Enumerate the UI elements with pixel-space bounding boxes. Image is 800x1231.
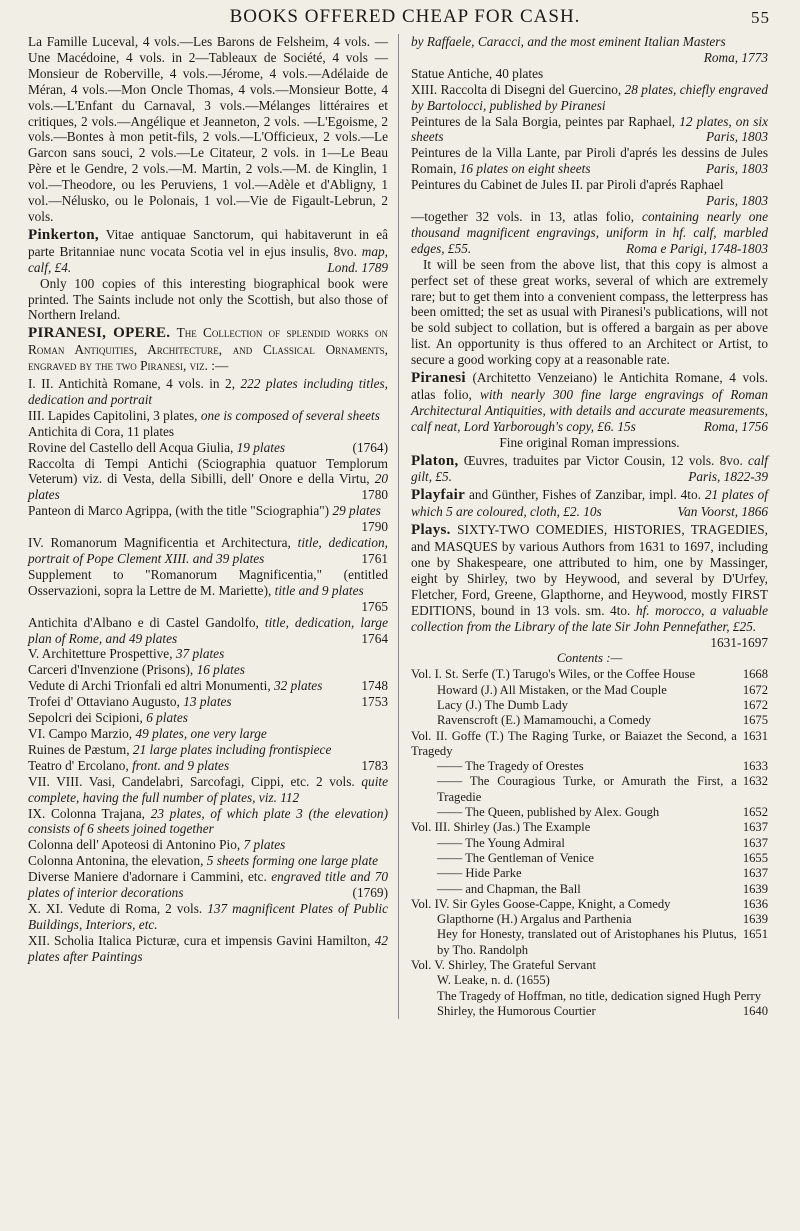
entry-platon: Platon, Œuvres, traduites par Victor Cousin, 12 vols. 8vo. calf gilt, £5. Paris, 1822-39 [411, 452, 768, 485]
list-item: Ruines de Pæstum, 21 large plates including frontispiece [28, 741, 332, 757]
contents-list [411, 667, 768, 1019]
note: It will be seen from the above list, that this copy is almost a perfect set of these great works, several of which are extremely rare; but to get them into a convenient compass, the letterpress has been omitted; the set as usual with Piranesi's publications, will not be sold subject to collation, but is offered a bargain as per above list. An opportunity is thus offered to an Architect or Artist, to secure a good working copy at a reasonable rate. [411, 256, 768, 368]
list-item: Antichita d'Albano e di Castel Gandolfo, title, dedication, large plan of Rome, and 49 plates 1764 [28, 614, 388, 646]
entry-pinkerton: Pinkerton, Vitae antiquae Sanctorum, qui habitaverunt in eâ parte Britanniae nunc vocata Scotia vel in ejus insulis, 8vo. map, calf, £4. Lond. 1789 Only 100 copies of this interesting biographical book were printed. The Saints include not only the Scottish, but also those of Northern Ireland. [28, 226, 389, 323]
list-item: Peintures de la Sala Borgia, peintes par Raphael, 12 plates, on six sheets Paris, 1803 [411, 113, 768, 145]
list-item: I. II. Antichità Romane, 4 vols. in 2, 222 plates including titles, dedication and portrait [28, 376, 388, 407]
contents-row [411, 973, 768, 988]
entry-luceval: La Famille Luceval, 4 vols.—Les Barons de Felsheim, 4 vols. —Une Macédoine, 4 vols. in 2—Tableaux de Société, 4 vols —Monsieur de Roberville, 4 vols.—Jérome, 4 vols.—Adélaide de Méran, 4 vols.—Mon Oncle Thomas, 4 vols.—Monsieur Botte, 4 vols.—L'Enfant du Carnaval, 3 vols.—Mélanges littéraires et critiques, 2 vols.—Angélique et Jeanneton, 2 vols. —L'Egoisme, 2 vols.—Bontes à mon petit-fils, 2 vols.—L'Officieux, 2 vols.—Le Garcon sans souci, 2 vols.—Le Citateur, 2 vols. in 1—Le Beau Père et le Gendre, 2 vols.—M. Martin, 2 vols.—M. de Kinglin, 1 vol.—Theodore, ou les Peruviens, 1 vol.—Adèle et d'Abligny, 1 vol.—Nélusko, ou le Polonais, 1 vol.—Vie de Figault-Lebrun, 2 vols. [28, 34, 388, 224]
contents-title-text: Shirley, the Humorous Courtier [437, 1003, 596, 1018]
list-item: Colonna dell' Apoteosi di Antonino Pio, 7 plates [28, 837, 286, 853]
list-item: XIII. Raccolta di Disegni del Guercino, 28 plates, chiefly engraved by Bartolocci, published by Piranesi [411, 81, 768, 113]
contents-date: 1672 [742, 697, 768, 712]
contents-date [762, 973, 768, 988]
contents-title: Contents :— [556, 650, 623, 666]
list-item: Diverse Maniere d'adornare i Cammini, etc. engraved title and 70 plates of interior decorations (1769) [28, 869, 388, 901]
left-column [28, 34, 398, 1019]
contents-title-text: —— The Gentleman of Venice [437, 850, 594, 865]
list-item: Sepolcri dei Scipioni, 6 plates [28, 710, 188, 726]
contents-title-text: Lacy (J.) The Dumb Lady [437, 697, 568, 712]
contents-row [411, 820, 768, 835]
contents-date: 1651 [742, 927, 768, 942]
right-column [398, 34, 768, 1019]
list-item: IX. Colonna Trajana, 23 plates, of which plate 3 (the elevation) consists of 6 sheets joined together [28, 805, 389, 837]
contents-title-text: W. Leake, n. d. (1655) [437, 973, 550, 988]
list-item: X. XI. Vedute di Roma, 2 vols. 137 magnificent Plates of Public Buildings, Interiors, etc. [28, 900, 388, 932]
contents-title-text: Howard (J.) All Mistaken, or the Mad Couple [437, 682, 667, 697]
list-item: V. Architetture Prospettive, 37 plates [28, 646, 225, 662]
contents-date: 1655 [742, 850, 768, 865]
contents-row [411, 729, 768, 760]
contents-date: 1637 [742, 835, 768, 850]
list-item: Antichita di Cora, 11 plates [28, 423, 175, 439]
contents-row [411, 912, 768, 927]
contents-date: 1668 [742, 667, 768, 682]
contents-row [411, 958, 768, 973]
contents-title-text: Vol. III. Shirley (Jas.) The Example [411, 820, 591, 835]
list-item: VII. VIII. Vasi, Candelabri, Sarcofagi, Cippi, etc. 2 vols. quite complete, having the full number of plates, viz. 112 [28, 773, 388, 805]
contents-title-text: —— The Young Admiral [437, 835, 565, 850]
contents-row [411, 866, 768, 881]
contents-date: 1652 [742, 805, 768, 820]
page-number: 55 [751, 8, 770, 27]
contents-row [411, 989, 768, 1004]
contents-row [411, 882, 768, 897]
contents-date [762, 958, 768, 973]
list-item: Vedute di Archi Trionfali ed altri Monumenti, 32 plates 1748 [28, 678, 388, 694]
two-column-body [28, 34, 782, 1019]
contents-date: 1631 [742, 728, 768, 743]
contents-date: 1633 [742, 759, 768, 774]
entry-piranesi-antichita: Piranesi (Architetto Venzeiano) le Antichita Romane, 4 vols. atlas folio, with nearly 300 fine large engravings of Roman Architectural Antiquities, with details and accurate measurements, calf neat, Lord Yarborough's copy, £6. 15s Roma, 1756 Fine original Roman impressions. [411, 370, 769, 450]
list-item: IV. Romanorum Magnificentia et Architectura, title, dedication, portrait of Pope Clement XIII. and 39 plates 1761 [28, 535, 388, 566]
contents-row [411, 713, 768, 728]
contents-row [411, 667, 768, 682]
contents-title-text: Vol. V. Shirley, The Grateful Servant [411, 957, 597, 972]
contents-title-text: —— The Tragedy of Orestes [437, 759, 584, 774]
list-item: by Raffaele, Caracci, and the most eminent Italian Masters Roma, 1773 [411, 34, 768, 65]
list-item: Raccolta di Tempi Antichi (Sciographia quatuor Templorum Veterum) viz. di Vesta, della Sibilli, dell' Onore e della Virtu, 20 plates 1780 [28, 455, 388, 503]
contents-title-text: Ravenscroft (E.) Mamamouchi, a Comedy [437, 713, 652, 728]
piranesi-list-continued [411, 34, 768, 368]
contents-title-text: Hey for Honesty, translated out of Aristophanes his Plutus, by Tho. Randolph [437, 927, 737, 957]
contents-row [411, 805, 768, 820]
contents-row [411, 1004, 768, 1019]
contents-date: 1639 [742, 881, 768, 896]
contents-date: 1637 [742, 820, 768, 835]
list-item: Carceri d'Invenzione (Prisons), 16 plates [28, 662, 245, 678]
contents-date: 1637 [742, 866, 768, 881]
contents-title-text: Glapthorne (H.) Argalus and Parthenia [437, 912, 632, 927]
list-item: Panteon di Marco Agrippa, (with the title "Sciographia") 29 plates 1790 [28, 503, 388, 535]
contents-title-text: —— The Couragious Turke, or Amurath the First, a Tragedie [437, 774, 737, 804]
page-title: BOOKS OFFERED CHEAP FOR CASH. [229, 6, 581, 27]
list-item: Statue Antiche, 40 plates [411, 65, 544, 81]
contents-row [411, 698, 768, 713]
contents-title-text: —— The Queen, published by Alex. Gough [437, 805, 660, 820]
contents-title-text: Vol. IV. Sir Gyles Goose-Cappe, Knight, a Comedy [411, 896, 671, 911]
contents-title-text: Vol. II. Goffe (T.) The Raging Turke, or Baiazet the Second, a Tragedy [411, 728, 737, 758]
contents-row [411, 927, 768, 958]
list-item: Supplement to "Romanorum Magnificentia," (entitled Osservazioni, sopra la Lettre de M. Mariette), title and 9 plates 1765 [28, 566, 388, 614]
contents-title-text: —— Hide Parke [437, 866, 522, 881]
list-item: VI. Campo Marzio, 49 plates, one very large [28, 725, 267, 741]
entry-head: PIRANESI, OPERE. [28, 325, 171, 342]
contents-date: 1632 [742, 774, 768, 789]
contents-row [411, 836, 768, 851]
contents-title-text: —— and Chapman, the Ball [437, 881, 581, 896]
list-item: Trofei d' Ottaviano Augusto, 13 plates 1753 [28, 694, 388, 710]
list-item: Peintures du Cabinet de Jules II. par Piroli d'aprés Raphael Paris, 1803 [411, 177, 768, 209]
piranesi-list [28, 376, 388, 965]
contents-date: 1639 [742, 912, 768, 927]
entry-head: Pinkerton, [28, 226, 99, 243]
contents-row [411, 851, 768, 866]
contents-title-text: Vol. I. St. Serfe (T.) Tarugo's Wiles, or the Coffee House [411, 667, 696, 682]
list-item: Teatro d' Ercolano, front. and 9 plates 1783 [28, 757, 388, 773]
contents-title-text: The Tragedy of Hoffman, no title, dedication signed Hugh Perry [437, 988, 761, 1003]
entry-playfair: Playfair and Günther, Fishes of Zanzibar, impl. 4to. 21 plates of which 5 are coloured, cloth, £2. 10s Van Voorst, 1866 [411, 487, 768, 520]
contents-date: 1640 [742, 1003, 768, 1018]
list-item: —together 32 vols. in 13, atlas folio, containing nearly one thousand magnificent engravings, uniform in hf. calf, marbled edges, £55. Roma e Parigi, 1748-1803 [411, 208, 768, 256]
list-item: Colonna Antonina, the elevation, 5 sheets forming one large plate [28, 853, 378, 869]
entry-plays: Plays. SIXTY-TWO COMEDIES, HISTORIES, TRAGEDIES, and MASQUES by various Authors from 1631 to 1697, including one by Shakespeare, one attributed to him, one by Massinger, eight by Shirley, two by Heywood, and several by D'Urfey, Fletcher, Ford, Greene, Glapthorne, and Heywood, mostly FIRST EDITIONS, bound in 13 vols. sm. 4to. hf. morocco, a valuable collection from the Library of the late Sir John Pennefather, £25. 1631-1697 [411, 522, 769, 650]
list-item: XII. Scholia Italica Picturæ, cura et impensis Gavini Hamilton, 42 plates after Paintings [28, 932, 388, 964]
contents-date [762, 989, 768, 1004]
contents-date: 1672 [742, 682, 768, 697]
list-item: III. Lapides Capitolini, 3 plates, one is composed of several sheets [28, 407, 380, 423]
contents-row [411, 774, 768, 805]
contents-date: 1675 [742, 713, 768, 728]
contents-row [411, 897, 768, 912]
list-item: Peintures de la Villa Lante, par Piroli d'aprés les dessins de Jules Romain, 16 plates on eight sheets Paris, 1803 [411, 145, 768, 177]
contents-row [411, 759, 768, 774]
list-item: Rovine del Castello dell Acqua Giulia, 19 plates (1764) [28, 439, 388, 455]
contents-date: 1636 [742, 896, 768, 911]
entry-piranesi-opere: PIRANESI, OPERE. The Collection of splendid works on Roman Antiquities, Architecture, and Classical Ornaments, engraved by the two Piranesi, viz. :— [28, 325, 389, 374]
contents-row [411, 683, 768, 698]
running-head [28, 0, 782, 34]
